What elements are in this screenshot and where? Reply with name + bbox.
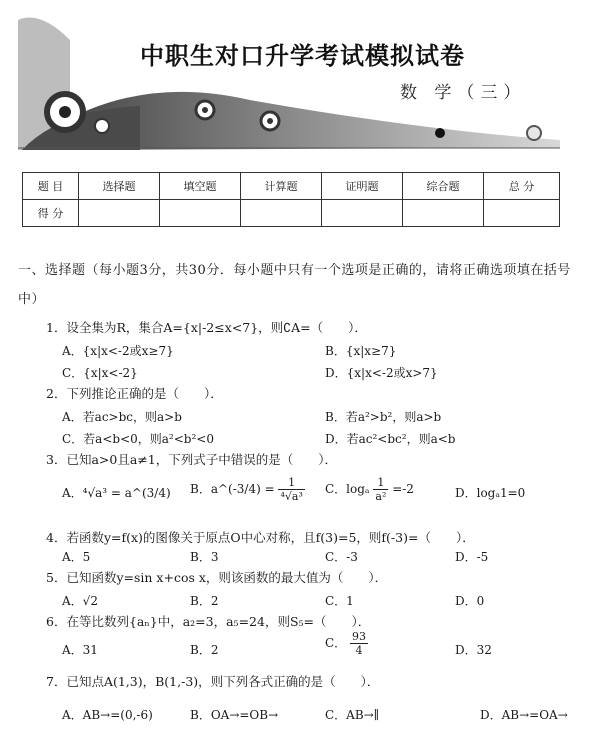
score-input-cell (79, 200, 160, 227)
score-input-cell (160, 200, 241, 227)
option-c-text: C．logₐ (325, 482, 370, 496)
option-d: D．0 (455, 594, 485, 608)
option-a: A．5 (62, 550, 91, 564)
score-cell: 得 分 (23, 200, 79, 227)
option-c: C．-3 (325, 550, 358, 564)
exam-subject: 数 学（三） (400, 83, 527, 103)
score-cell: 题 目 (23, 173, 79, 200)
option-c-text: C． (325, 636, 347, 650)
option-d: D．logₐ1=0 (455, 486, 526, 500)
option-d: D．32 (455, 643, 492, 657)
section-heading: 一、选择题（每小题3分，共30分．每小题中只有一个选项是正确的，请将正确选项填在括号中） (18, 263, 571, 307)
option-d: D．{x|x<-2或x>7} (325, 366, 438, 380)
question-stem: 5．已知函数y=sin x+cos x，则该函数的最大值为（ ）． (46, 570, 388, 585)
fraction (350, 630, 368, 657)
option-b: B．2 (190, 594, 219, 608)
score-input-cell (322, 200, 403, 227)
score-cell: 综合题 (403, 173, 484, 200)
fraction-denominator: ⁴√a³ (280, 490, 303, 503)
option-c: C．1 (325, 594, 354, 608)
option-a: A．31 (62, 643, 98, 657)
score-table (22, 172, 560, 227)
question-stem: 1．设全集为R，集合A={x|-2≤x<7}，则∁A=（ ）． (46, 320, 367, 335)
option-b: B．OA→=OB→ (190, 708, 279, 722)
option-b: B．{x|x≥7} (325, 344, 397, 358)
option-a: A．AB→=(0,-6) (62, 708, 153, 722)
exam-title: 中职生对口升学考试模拟试卷 (140, 41, 465, 70)
fraction (373, 476, 388, 503)
option-b: B．若a²>b²，则a>b (325, 410, 442, 424)
fraction-numerator: 93 (352, 630, 367, 643)
option-c-tail: =-2 (392, 482, 414, 496)
score-cell: 计算题 (241, 173, 322, 200)
score-cell: 填空题 (160, 173, 241, 200)
fraction-denominator: a² (375, 490, 387, 503)
option-d: D．若ac²<bc²，则a<b (325, 432, 456, 446)
option-a: A．{x|x<-2或x≥7} (62, 344, 174, 358)
score-table-header-row (23, 173, 560, 200)
score-cell: 选择题 (79, 173, 160, 200)
option-a: A．⁴√a³ = a^(3/4) (62, 486, 171, 500)
option-b: B．3 (190, 550, 219, 564)
option-b-text: B．a^(-3/4) = (190, 482, 275, 496)
question-stem: 7．已知点A(1,3)，B(1,-3)，则下列各式正确的是（ ）． (46, 674, 380, 689)
fraction (278, 476, 304, 503)
question-stem: 3．已知a>0且a≠1，下列式子中错误的是（ ）． (46, 452, 337, 467)
score-cell: 证明题 (322, 173, 403, 200)
option-a: A．√2 (62, 594, 98, 608)
option-a: A．若ac>bc，则a>b (62, 410, 182, 424)
score-input-cell (484, 200, 560, 227)
option-c (325, 476, 414, 503)
fraction-numerator: 1 (373, 476, 388, 490)
score-input-cell (241, 200, 322, 227)
option-c: C．若a<b<0，则a²<b²<0 (62, 432, 214, 446)
option-d: D．AB→=OA→ (480, 708, 568, 722)
option-c: C．{x|x<-2} (62, 366, 138, 380)
question-stem: 6．在等比数列{aₙ}中，a₂=3，a₅=24，则S₅=（ ）． (46, 614, 371, 629)
score-input-cell (403, 200, 484, 227)
score-table-score-row (23, 200, 560, 227)
question-stem: 4．若函数y=f(x)的图像关于原点O中心对称，且f(3)=5，则f(-3)=（ ）． (46, 530, 475, 545)
option-b: B．2 (190, 643, 219, 657)
option-d: D．-5 (455, 550, 489, 564)
question-stem: 2．下列推论正确的是（ ）． (46, 386, 223, 401)
score-cell: 总 分 (484, 173, 560, 200)
fraction-denominator: 4 (355, 644, 363, 657)
option-c: C．AB→∥ (325, 708, 380, 722)
circle-ornament-small (95, 119, 109, 133)
option-c (325, 630, 368, 657)
option-b (190, 476, 305, 503)
fraction-numerator: 1 (278, 476, 304, 490)
